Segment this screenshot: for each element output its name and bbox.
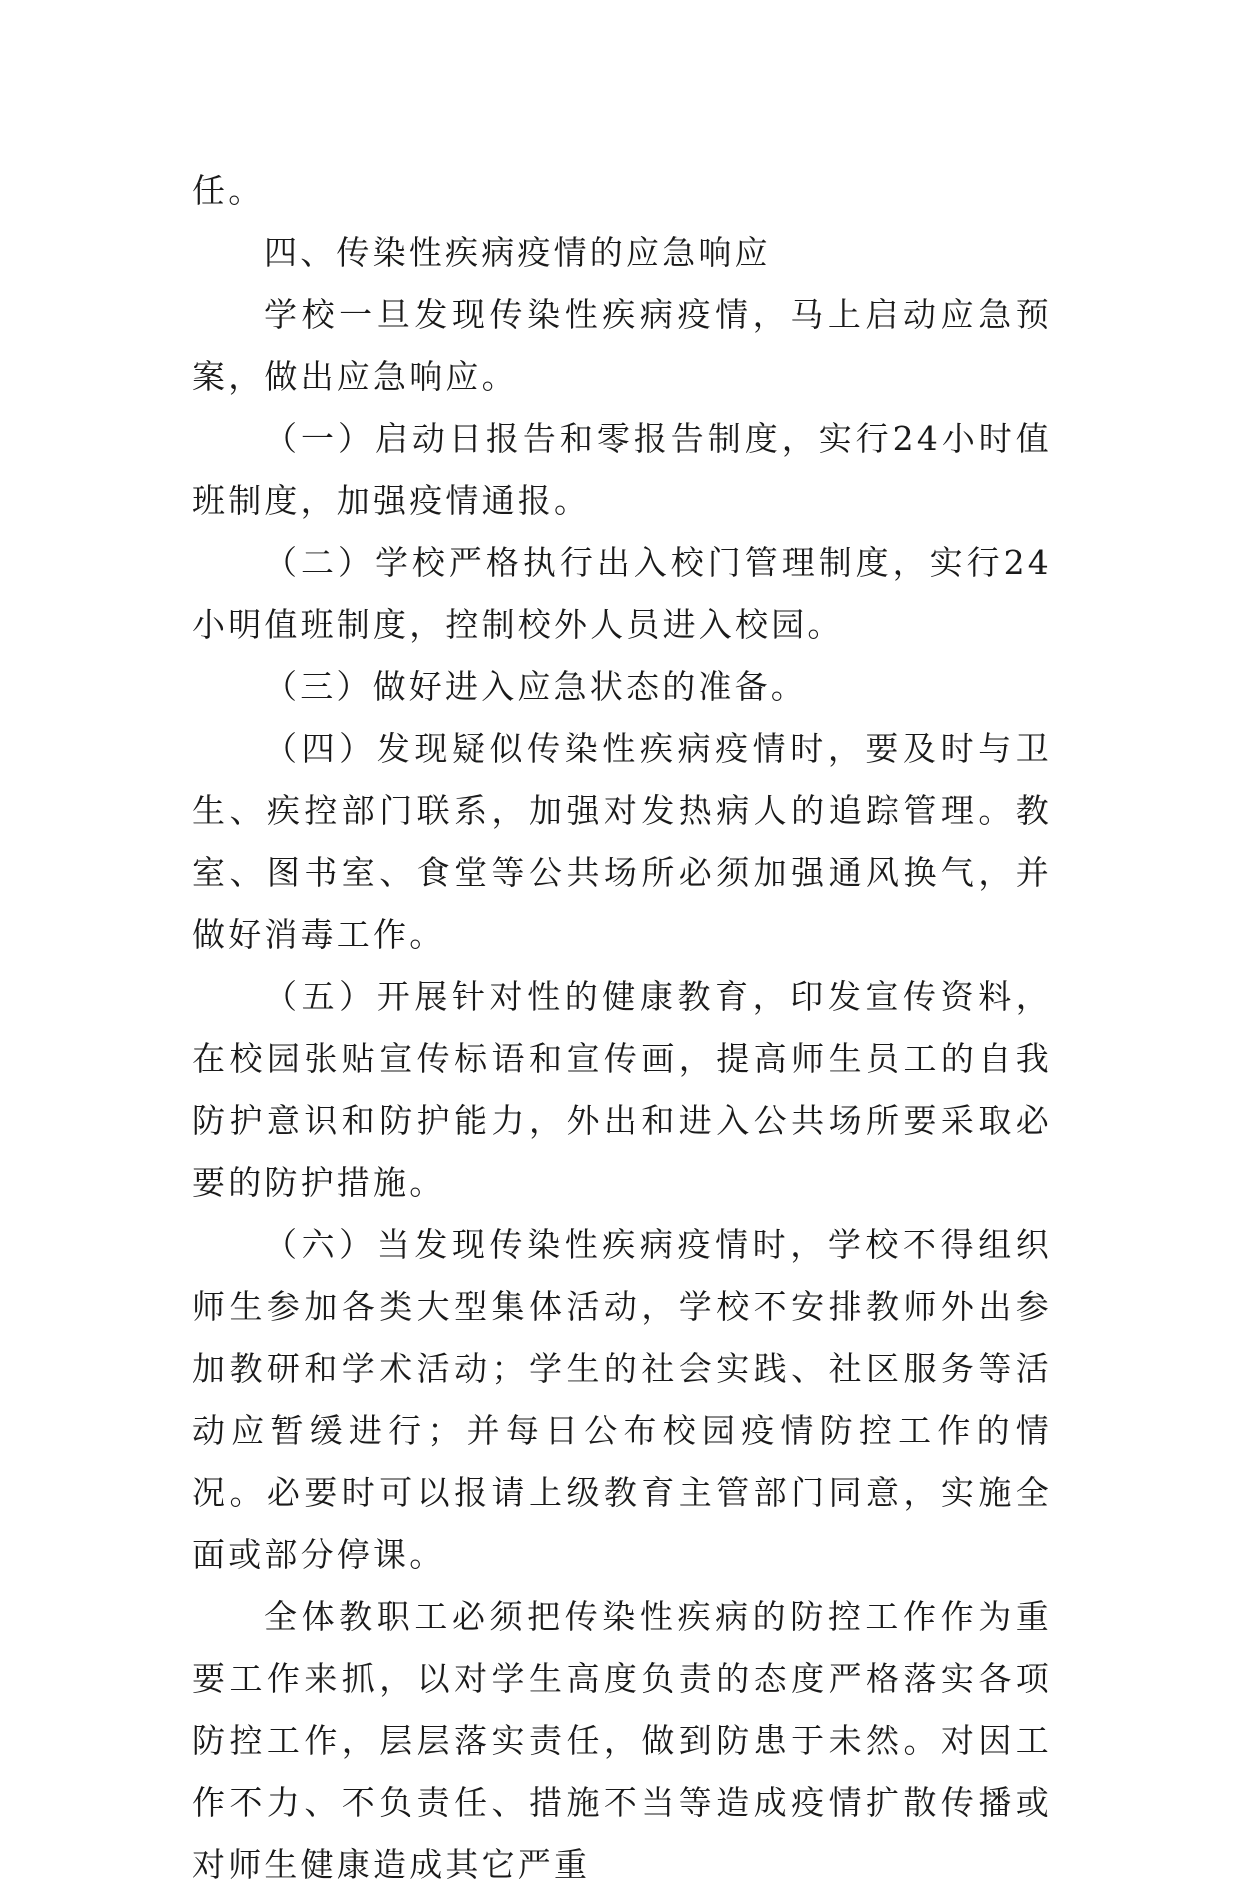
paragraph-item-2: （二）学校严格执行出入校门管理制度，实行24小明值班制度，控制校外人员进入校园。 <box>192 543 1052 644</box>
document-body <box>192 160 1052 1896</box>
paragraph-conclusion: 全体教职工必须把传染性疾病的防控工作作为重要工作来抓，以对学生高度负责的态度严格落实各项防控工作，层层落实责任，做到防患于未然。对因工作不力、不负责任、措施不当等造成疫情扩散传播或对师生健康造成其它严重 <box>192 1597 1052 1884</box>
paragraph-item-3: （三）做好进入应急状态的准备。 <box>264 667 807 706</box>
paragraph-item-4: （四）发现疑似传染性疾病疫情时，要及时与卫生、疾控部门联系，加强对发热病人的追踪管理。教室、图书室、食堂等公共场所必须加强通风换气，并做好消毒工作。 <box>192 729 1052 954</box>
paragraph-intro: 学校一旦发现传染性疾病疫情，马上启动应急预案，做出应急响应。 <box>192 295 1052 396</box>
paragraph-item-1: （一）启动日报告和零报告制度，实行24小时值班制度，加强疫情通报。 <box>192 419 1052 520</box>
paragraph-continuation: 任。 <box>192 171 265 210</box>
paragraph-item-5: （五）开展针对性的健康教育，印发宣传资料，在校园张贴宣传标语和宣传画，提高师生员工的自我防护意识和防护能力，外出和进入公共场所要采取必要的防护措施。 <box>192 977 1052 1202</box>
section-heading: 四、传染性疾病疫情的应急响应 <box>264 233 771 272</box>
paragraph-item-6: （六）当发现传染性疾病疫情时，学校不得组织师生参加各类大型集体活动，学校不安排教师外出参加教研和学术活动；学生的社会实践、社区服务等活动应暂缓进行；并每日公布校园疫情防控工作的情况。必要时可以报请上级教育主管部门同意，实施全面或部分停课。 <box>192 1225 1052 1574</box>
